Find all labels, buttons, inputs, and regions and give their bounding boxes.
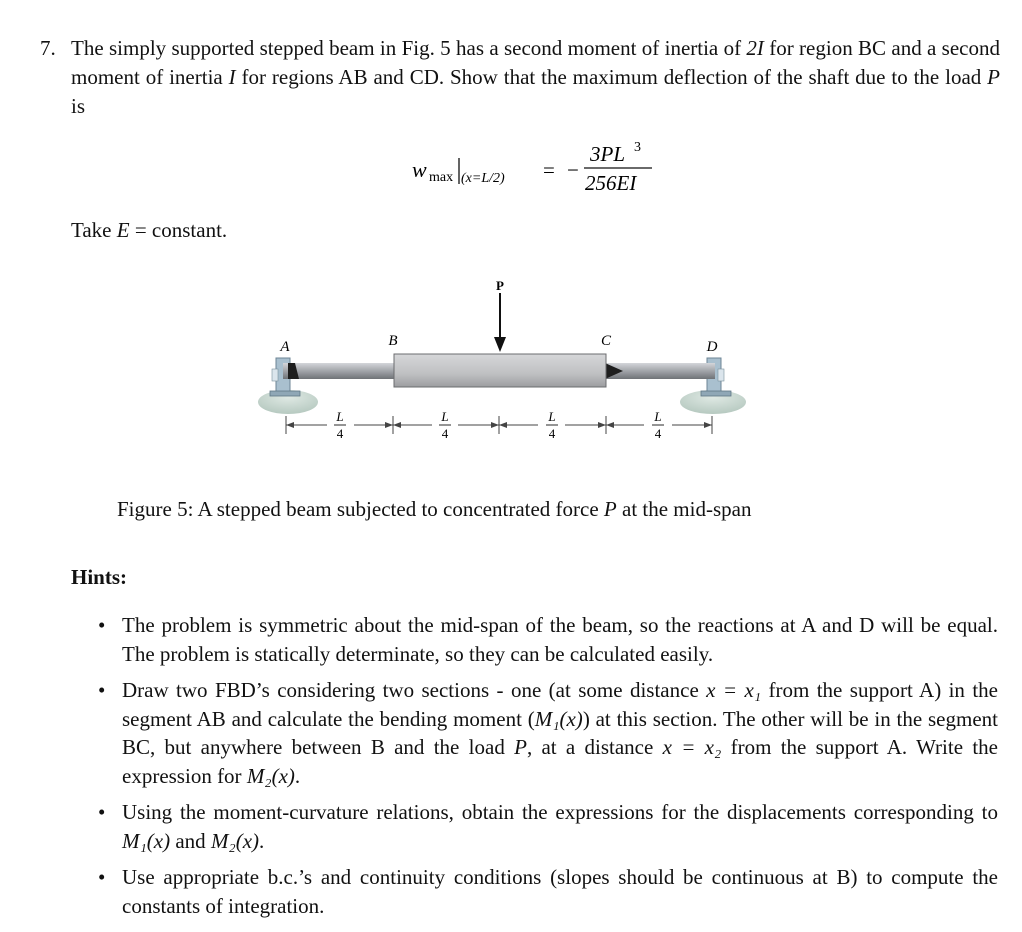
problem-statement [40, 34, 1000, 121]
list-item [96, 798, 998, 855]
list-item [96, 863, 998, 920]
bullet: • [98, 678, 106, 702]
inertia-i: I [228, 65, 236, 89]
hint-text: ) at this section. The other will be in the segment BC, but anywhere between B and the load [122, 706, 998, 759]
svg-text:L: L [548, 409, 556, 424]
hint-math: M₂(x) [210, 828, 260, 853]
hint-math: M₂(x) [246, 763, 295, 788]
bullet: • [98, 865, 106, 889]
svg-text:L: L [336, 409, 344, 424]
problem-number: 7. [40, 36, 56, 60]
svg-text:4: 4 [441, 426, 449, 441]
label-d: D [706, 339, 718, 355]
problem-text [71, 34, 1000, 121]
equation-svg [412, 138, 672, 198]
hint-math: x = x₁ [706, 678, 762, 702]
load-label: P [496, 278, 504, 293]
hint-text: . [294, 763, 301, 788]
hint-text: Draw two FBD’s considering two sections - one (at some distance [122, 678, 707, 702]
figure-caption [117, 497, 751, 522]
bullet: • [98, 800, 106, 824]
eq-denominator: 256EI [585, 171, 637, 195]
problem-text-part: The simply supported stepped beam in Fig. 5 has a second moment of inertia of [71, 36, 747, 60]
svg-text:4: 4 [336, 426, 344, 441]
label-a: A [280, 339, 290, 355]
problem-text-part: is [71, 94, 86, 118]
beam-figure [255, 275, 755, 464]
svg-text:L: L [441, 409, 449, 424]
beam-diagram [255, 275, 755, 460]
load-symbol: P [987, 65, 1000, 89]
eq-num-exponent: 3 [634, 140, 641, 155]
caption-text: Figure 5: A stepped beam subjected to concentrated force [117, 497, 604, 521]
problem-text-part: for region BC and a second moment of inertia [71, 36, 1000, 89]
problem-text-part: for regions AB and CD. Show that the maximum deflection of the shaft due to the load [235, 65, 988, 89]
list-item [96, 676, 998, 790]
max-deflection-equation [412, 138, 672, 198]
inertia-2i: 2I [746, 36, 764, 60]
hint-math: x = x₂ [662, 735, 722, 759]
hint-math: P [514, 735, 527, 759]
take-text: Take [71, 218, 117, 242]
eq-numerator: 3PL [590, 142, 626, 166]
svg-text:4: 4 [548, 426, 556, 441]
hints-heading: Hints: [71, 565, 128, 589]
modulus-symbol: E [116, 218, 130, 242]
load-arrow-icon [494, 337, 506, 352]
hint-text: Use appropriate b.c.’s and continuity conditions (slopes should be continuous at B) to compute the constants of integration. [122, 865, 998, 918]
label-b: B [388, 333, 398, 349]
hint-math: M₁(x) [534, 706, 583, 731]
svg-text:L: L [654, 409, 662, 424]
hint-text: and [170, 828, 211, 853]
svg-text:4: 4 [654, 426, 662, 441]
eq-minus: − [567, 158, 579, 182]
hint-text: Using the moment-curvature relations, obtain the expressions for the displacements corresponding to [122, 800, 998, 824]
hints-list [96, 611, 998, 928]
caption-load-symbol: P [603, 497, 617, 521]
hint-math: M₁(x) [122, 828, 171, 853]
take-e-constant [71, 218, 227, 243]
label-c: C [600, 333, 612, 349]
take-text: = constant. [129, 218, 228, 242]
dim-label-cd [652, 409, 664, 441]
eq-eval-at: (x=L/2) [461, 171, 505, 186]
hint-text: from the support A. Write the expression for [122, 735, 998, 788]
beam-center-section [394, 354, 606, 387]
dim-label-ab [334, 409, 346, 441]
bullet: • [98, 613, 106, 637]
hint-text: . [259, 828, 265, 853]
dim-label-mid-c [546, 409, 558, 441]
caption-text: at the mid-span [616, 497, 752, 521]
eq-lhs: w [412, 157, 427, 182]
hint-text: , at a distance [526, 735, 663, 759]
list-item [96, 611, 998, 668]
hint-text: from the support A) in the segment AB and calculate the bending moment ( [122, 678, 998, 731]
eq-lhs-sub: max [429, 170, 454, 185]
eq-equals: = [543, 158, 555, 182]
hint-text: The problem is symmetric about the mid-span of the beam, so the reactions at A and D will be equal. The problem is statically determinate, so they can be calculated easily. [122, 613, 998, 666]
dim-label-b-mid [439, 409, 451, 441]
